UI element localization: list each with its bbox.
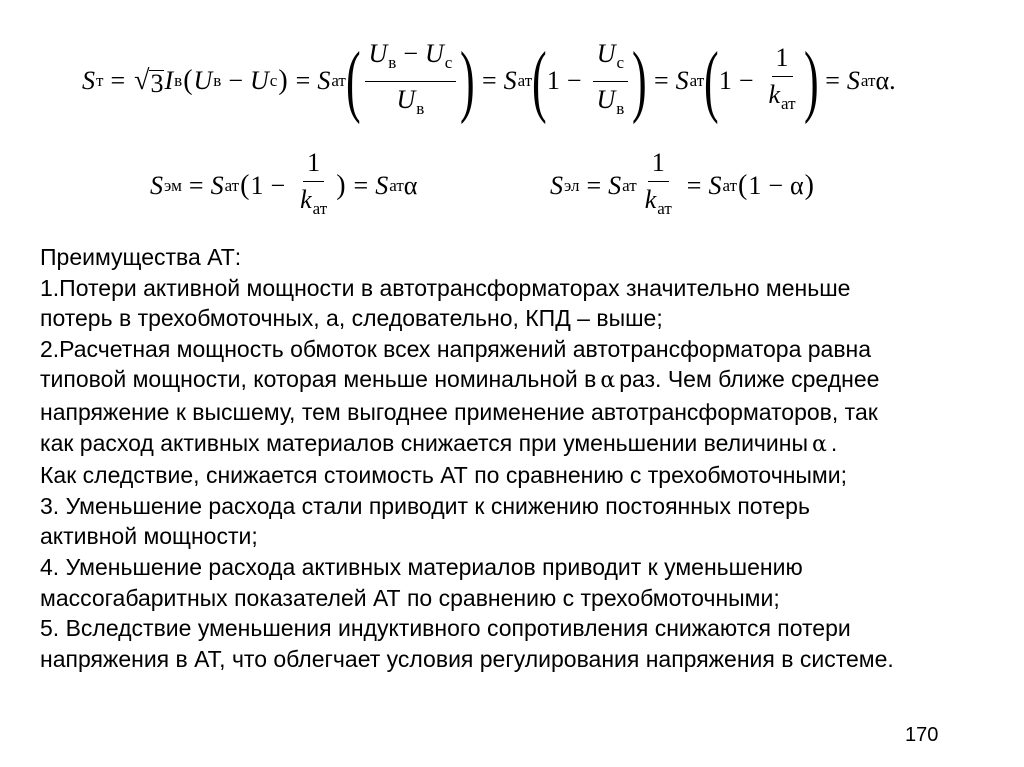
sub-c: с (616, 52, 625, 72)
equals: = (295, 66, 311, 95)
var-s: S (550, 171, 563, 200)
var-s: S (708, 171, 722, 200)
var-u: U (250, 66, 269, 95)
one: 1 (651, 148, 665, 177)
var-k: k (644, 185, 657, 214)
var-s: S (846, 66, 860, 95)
var-u: U (596, 84, 616, 114)
var-u: U (396, 84, 416, 114)
equals: = (353, 171, 369, 200)
fraction (764, 43, 799, 119)
sub-at: ат (622, 176, 637, 195)
var-s: S (503, 66, 517, 95)
var-u: U (368, 38, 388, 68)
one: 1 (775, 43, 789, 72)
alpha: α (875, 66, 890, 95)
text-segment: раз. Чем ближе среднее (619, 366, 880, 393)
text-line: 4. Уменьшение расхода активных материалов приводит к уменьшению (40, 553, 803, 580)
sub-v: в (213, 71, 222, 90)
var-i: I (164, 66, 174, 95)
equals: = (188, 171, 204, 200)
sqrt: √ 3 (134, 65, 164, 98)
sub-at: ат (312, 199, 328, 218)
sub-at: ат (517, 71, 533, 90)
sub-em: эм (164, 176, 182, 195)
sub-v: в (616, 98, 625, 118)
var-k: k (768, 80, 781, 109)
sub-at: ат (224, 176, 240, 195)
var-s: S (82, 66, 95, 95)
minus: − (738, 66, 754, 95)
one: 1 (546, 66, 560, 95)
alpha-symbol: α (600, 368, 616, 394)
text-line: 2.Расчетная мощность обмоток всех напряжений автотрансформатора равна (40, 335, 872, 362)
var-u: U (596, 38, 616, 68)
sub-v: в (388, 52, 397, 72)
formula-main: S т = √ 3 I в ( U в − U с ) = S ат ( $\frac{U_в - U_с}{U_в}$ ) = S ат ( 1 − $\frac{U_с}{U_в}$ ) = S ат ( 1 − $\frac{1}{k_{ат}}$ ) = S ат α . (82, 37, 896, 125)
advantages-text (40, 242, 1010, 674)
minus: − (768, 171, 784, 200)
text-line: напряжения в АТ, что облегчает условия регулирования напряжения в системе. (40, 645, 894, 672)
var-u: U (193, 66, 213, 95)
equals: = (686, 171, 702, 200)
text-line: напряжение к высшему, тем выгоднее применение автотрансформаторов, так (40, 398, 878, 425)
fraction (296, 148, 331, 224)
equals: = (110, 66, 126, 95)
one: 1 (250, 171, 264, 200)
text-line: массогабаритных показателей АТ по сравнению с трехобмоточными; (40, 584, 780, 611)
alpha: α (790, 171, 804, 200)
one: 1 (748, 171, 762, 200)
equals: = (586, 171, 602, 200)
one: 1 (718, 66, 732, 95)
var-s: S (675, 66, 689, 95)
minus: − (566, 66, 582, 95)
var-s: S (150, 171, 163, 200)
fraction (593, 39, 629, 124)
sub-at: ат (860, 71, 876, 90)
sub-at: ат (331, 71, 346, 90)
text-line: 1.Потери активной мощности в автотрансформаторах значительно меньше (40, 274, 851, 301)
one: 1 (307, 148, 321, 177)
sub-t: т (96, 71, 104, 90)
text-line: Как следствие, снижается стоимость АТ по сравнению с трехобмоточными; (40, 462, 847, 489)
formula-el: S эл = S ат $\frac{1}{k_{ат}}$ = S ат ( 1 − α ) (550, 150, 815, 222)
sub-at: ат (657, 199, 672, 218)
text-line (40, 364, 1010, 397)
sqrt-arg: 3 (150, 69, 164, 98)
text-line (40, 428, 1010, 461)
var-u: U (425, 38, 444, 68)
page-number: 170 (905, 724, 939, 746)
fraction (641, 148, 676, 224)
text-line: активной мощности; (40, 523, 258, 550)
var-s: S (608, 171, 622, 200)
alpha-symbol: α (811, 431, 827, 457)
sub-c: с (269, 71, 278, 90)
advantages-heading: Преимущества АТ: (40, 244, 242, 270)
alpha: α (403, 171, 418, 200)
formula-em: S эм = S ат ( 1 − $\frac{1}{k_{ат}}$ ) = S ат α (150, 150, 417, 222)
text-line: 3. Уменьшение расхода стали приводит к снижению постоянных потерь (40, 492, 810, 519)
text-line: потерь в трехобмоточных, а, следовательно, КПД – выше; (40, 305, 663, 332)
minus: − (270, 171, 286, 200)
var-s: S (210, 171, 224, 200)
equals: = (825, 66, 840, 95)
sub-at: ат (722, 176, 738, 195)
equals: = (481, 66, 497, 95)
period: . (889, 66, 896, 95)
text-segment: . (830, 429, 838, 456)
var-k: k (300, 185, 312, 214)
var-s: S (317, 66, 331, 95)
text-segment: типовой мощности, которая меньше номинальной в (40, 366, 597, 393)
var-s: S (375, 171, 389, 200)
sub-el: эл (564, 176, 580, 195)
text-segment: как расход активных материалов снижается при уменьшении величины (40, 429, 808, 456)
sub-c: с (444, 52, 453, 72)
fraction (365, 39, 457, 124)
sub-at: ат (389, 176, 404, 195)
minus: − (403, 38, 418, 68)
sub-at: ат (689, 71, 705, 90)
equals: = (653, 66, 669, 95)
sub-v: в (416, 98, 425, 118)
sub-at: ат (781, 94, 796, 113)
text-line: 5. Вследствие уменьшения индуктивного сопротивления снижаются потери (40, 615, 851, 642)
minus: − (228, 66, 243, 95)
sub-v: в (174, 71, 183, 90)
